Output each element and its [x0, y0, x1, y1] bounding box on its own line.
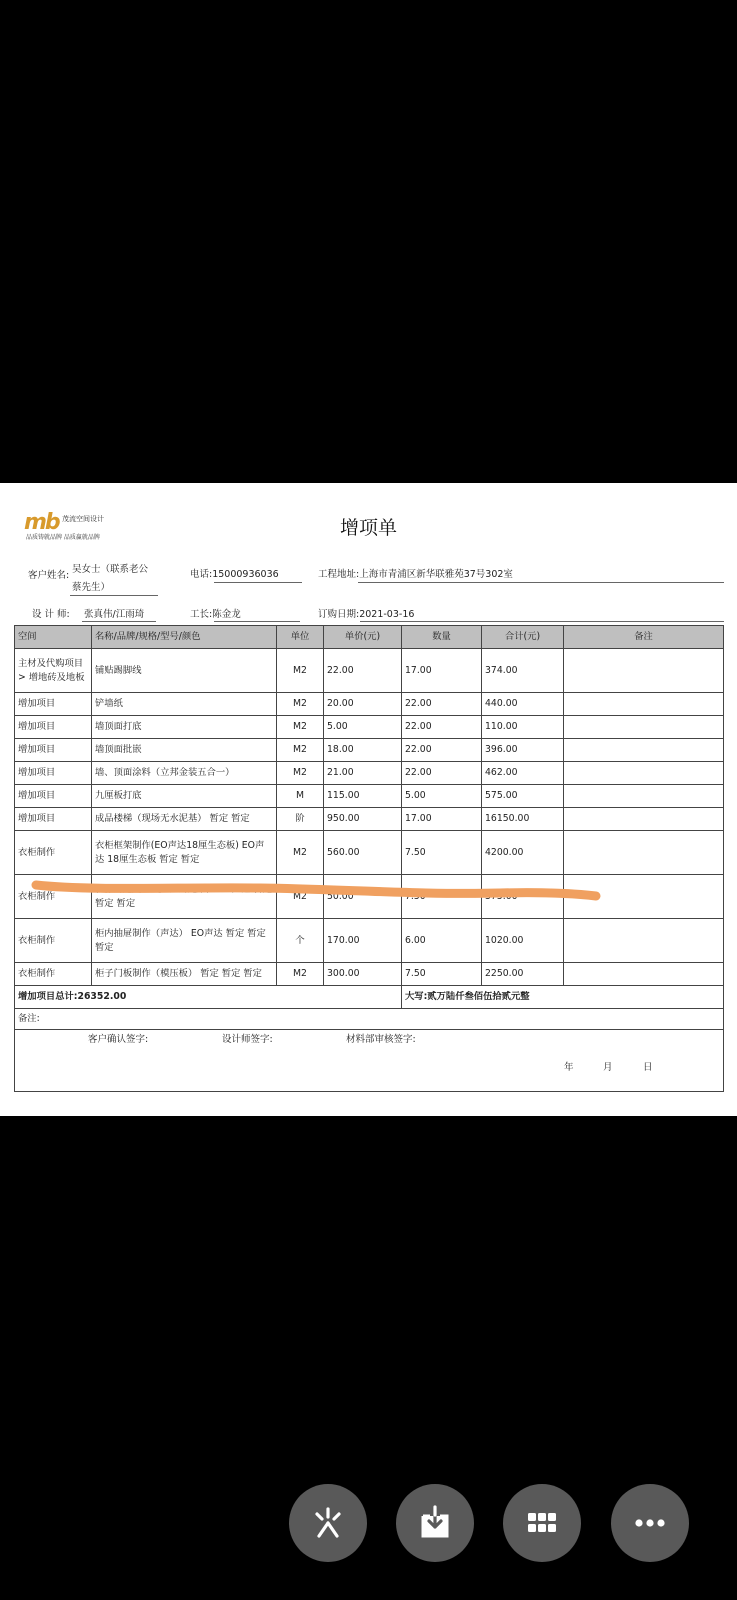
cell-qty: 5.00 [402, 785, 482, 808]
cell-qty: 7.50 [402, 831, 482, 875]
cell-name: 衣柜框架制作(EO声达18厘生态板) EO声达 18厘生态板 暂定 暂定 [92, 831, 277, 875]
cell-unit: M2 [277, 762, 324, 785]
address-field: 工程地址:上海市青浦区新华联雅苑37号302室 [318, 569, 513, 580]
customer-signature-label: 客户确认签字: [88, 1034, 149, 1045]
cell-unit: M2 [277, 963, 324, 986]
cell-qty: 7.50 [402, 963, 482, 986]
cell-space: 增加项目 [15, 762, 92, 785]
logo-mark: mb [24, 510, 59, 535]
cell-space: 增加项目 [15, 693, 92, 716]
cell-unit: M2 [277, 739, 324, 762]
cell-total: 110.00 [482, 716, 564, 739]
cell-qty: 6.00 [402, 919, 482, 963]
materials-signature-label: 材料部审核签字: [346, 1034, 416, 1045]
designer-name: 张真伟/江雨琦 [84, 609, 145, 620]
cell-price: 22.00 [324, 649, 402, 693]
cell-total: 575.00 [482, 785, 564, 808]
cell-unit: 个 [277, 919, 324, 963]
cell-note [564, 762, 724, 785]
more-icon [630, 1503, 670, 1543]
cell-total: 2250.00 [482, 963, 564, 986]
cell-name: 九厘板打底 [92, 785, 277, 808]
items-table [14, 625, 724, 1092]
cell-note [564, 716, 724, 739]
table-header-row [15, 626, 724, 649]
cell-price: 560.00 [324, 831, 402, 875]
cell-space: 增加项目 [15, 808, 92, 831]
header-unit: 单位 [277, 626, 324, 649]
cell-price: 950.00 [324, 808, 402, 831]
header-note: 备注 [564, 626, 724, 649]
cell-price: 170.00 [324, 919, 402, 963]
cell-name: 墙、顶面涂料（立邦金装五合一） [92, 762, 277, 785]
table-row [15, 808, 724, 831]
table-row [15, 875, 724, 919]
order-date-field: 订购日期:2021-03-16 [318, 609, 415, 620]
cell-qty: 22.00 [402, 739, 482, 762]
remarks-label: 备注: [15, 1009, 724, 1030]
table-row [15, 963, 724, 986]
cell-note [564, 831, 724, 875]
table-row [15, 716, 724, 739]
date-year-label: 年 [564, 1062, 574, 1073]
cell-price: 50.00 [324, 875, 402, 919]
cell-note [564, 963, 724, 986]
total-in-words: 大写:贰万陆仟叁佰伍拾贰元整 [402, 986, 724, 1009]
cell-price: 5.00 [324, 716, 402, 739]
customer-label: 客户姓名: [28, 570, 70, 581]
cell-unit: M2 [277, 716, 324, 739]
cell-space: 衣柜制作 [15, 831, 92, 875]
logo-company-name: 茂流空间设计 [62, 515, 104, 523]
cell-name: 柜子门板制作（模压板） 暂定 暂定 暂定 [92, 963, 277, 986]
header-price: 单价(元) [324, 626, 402, 649]
phone-field: 电话:15000936036 [190, 569, 279, 580]
designer-signature-label: 设计师签字: [222, 1034, 273, 1045]
cell-total: 374.00 [482, 649, 564, 693]
cell-note [564, 693, 724, 716]
cell-price: 115.00 [324, 785, 402, 808]
logo-slogan: 品质铸就品牌 品质赢就品牌 [26, 534, 100, 541]
header-space: 空间 [15, 626, 92, 649]
cell-total: 462.00 [482, 762, 564, 785]
download-icon [415, 1503, 455, 1543]
date-month-label: 月 [603, 1062, 613, 1073]
table-row [15, 831, 724, 875]
remarks-row [15, 1009, 724, 1030]
cell-space: 增加项目 [15, 739, 92, 762]
cell-space: 衣柜制作 [15, 875, 92, 919]
header-total: 合计(元) [482, 626, 564, 649]
table-row [15, 762, 724, 785]
customer-name-line1: 吴女士（联系老公 [72, 564, 149, 575]
cell-space: 衣柜制作 [15, 919, 92, 963]
cell-note [564, 785, 724, 808]
cell-note [564, 649, 724, 693]
total-summary: 增加项目总计:26352.00 [15, 986, 402, 1009]
summary-row [15, 986, 724, 1009]
date-day-label: 日 [643, 1062, 653, 1073]
cell-total: 440.00 [482, 693, 564, 716]
table-row [15, 739, 724, 762]
ai-assist-icon [308, 1503, 348, 1543]
cell-name: 墙顶面批嵌 [92, 739, 277, 762]
cell-total: 1020.00 [482, 919, 564, 963]
foreman-field: 工长:陈金龙 [190, 609, 241, 620]
cell-qty: 17.00 [402, 649, 482, 693]
cell-note [564, 739, 724, 762]
cell-qty: 22.00 [402, 762, 482, 785]
ai-assist-button[interactable] [289, 1484, 367, 1562]
cell-unit: M [277, 785, 324, 808]
cell-price: 300.00 [324, 963, 402, 986]
cell-name: 铺贴踢脚线 [92, 649, 277, 693]
cell-qty: 22.00 [402, 693, 482, 716]
cell-total: 4200.00 [482, 831, 564, 875]
grid-button[interactable] [503, 1484, 581, 1562]
document-title: 增项单 [339, 517, 397, 539]
cell-qty: 17.00 [402, 808, 482, 831]
cell-total: 396.00 [482, 739, 564, 762]
grid-icon [522, 1503, 562, 1543]
cell-qty: 22.00 [402, 716, 482, 739]
cell-unit: M2 [277, 875, 324, 919]
cell-price: 18.00 [324, 739, 402, 762]
cell-name: 柜内抽屉制作（声达） EO声达 暂定 暂定 暂定 [92, 919, 277, 963]
table-row [15, 785, 724, 808]
table-row [15, 693, 724, 716]
cell-note [564, 875, 724, 919]
table-row [15, 919, 724, 963]
cell-note [564, 919, 724, 963]
cell-total: 16150.00 [482, 808, 564, 831]
cell-note [564, 808, 724, 831]
header-name: 名称/品牌/规格/型号/颜色 [92, 626, 277, 649]
more-button[interactable] [611, 1484, 689, 1562]
cell-name: 柜体封边处理（声达封边条） EO声达 暂定 暂定 暂定 [92, 875, 277, 919]
cell-space: 主材及代购项目> 增地砖及地板 [15, 649, 92, 693]
cell-price: 20.00 [324, 693, 402, 716]
cell-name: 成品楼梯（现场无水泥基） 暂定 暂定 [92, 808, 277, 831]
cell-name: 铲墙纸 [92, 693, 277, 716]
cell-unit: M2 [277, 831, 324, 875]
cell-unit: 阶 [277, 808, 324, 831]
cell-qty: 7.50 [402, 875, 482, 919]
cell-space: 增加项目 [15, 785, 92, 808]
cell-name: 墙顶面打底 [92, 716, 277, 739]
cell-unit: M2 [277, 693, 324, 716]
header-qty: 数量 [402, 626, 482, 649]
document-photo [0, 483, 737, 1116]
download-button[interactable] [396, 1484, 474, 1562]
cell-total: 375.00 [482, 875, 564, 919]
cell-space: 衣柜制作 [15, 963, 92, 986]
table-row [15, 649, 724, 693]
cell-unit: M2 [277, 649, 324, 693]
designer-label: 设 计 师: [32, 609, 70, 620]
cell-space: 增加项目 [15, 716, 92, 739]
cell-price: 21.00 [324, 762, 402, 785]
customer-name-line2: 蔡先生） [72, 582, 111, 593]
